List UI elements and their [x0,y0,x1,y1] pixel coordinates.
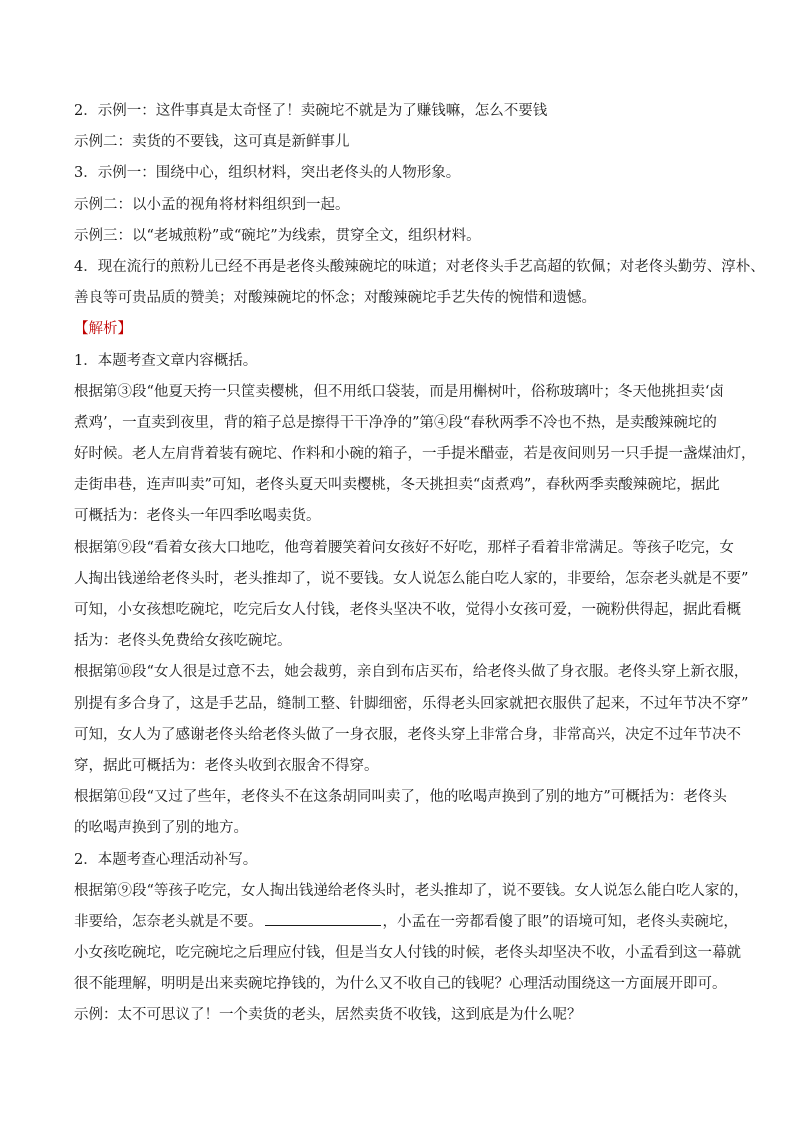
text-line [74,221,734,252]
text-line [74,564,749,595]
text-line [74,408,734,439]
text-line [74,377,734,408]
text-line [74,158,734,189]
text-line [74,501,734,532]
line-text: 好时候。老人左肩背着装有碗坨、作料和小碗的箱子，一手提米醋壶，若是夜间则另一只手提一盏煤油灯， [74,446,756,463]
text-line [74,595,741,626]
item-number: 2． [74,103,98,119]
text-line [74,782,734,813]
line-text: 根据第⑨段“等孩子吃完，女人掏出钱递给老佟头时，老头推却了，说不要钱。女人说怎么能白吃人家的， [74,882,749,899]
text-line [74,96,734,127]
line-text: 【解析】 [74,321,132,338]
line-text: 可知，女人为了感谢老佟头给老佟头做了一身衣服，老佟头穿上非常合身，非常高兴，决定不过年节决不 [74,726,741,743]
text-line [74,689,749,720]
text-line [74,907,738,938]
text-line [74,876,749,907]
line-text: 本题考查心理活动补写。 [97,851,258,868]
text-line [74,626,734,657]
text-line [74,127,734,158]
text-line [74,346,734,377]
line-text: 示例：太不可思议了！一个卖货的老头，居然卖货不收钱，这到底是为什么呢？ [74,1007,582,1024]
line-text: 走街串巷，连声叫卖”可知，老佟头夏天叫卖樱桃，冬天挑担卖“卤煮鸡”，春秋两季卖酸辣碗坨，据此 [74,477,720,494]
line-text: 的吆喝声换到了别的地方。 [74,820,248,837]
text-line [74,845,734,876]
line-text: 善良等可贵品质的赞美；对酸辣碗坨的怀念；对酸辣碗坨手艺失传的惋惜和遗憾。 [74,290,596,307]
fill-in-blank [265,909,381,926]
section-heading [74,314,734,345]
line-text: 可概括为：老佟头一年四季吆喝卖货。 [74,508,321,525]
text-line [74,969,734,1000]
text-line [74,283,734,314]
line-text: 示例三：以“老城煎粉”或“碗坨”为线索，贯穿全文，组织材料。 [74,227,481,244]
line-text: 本题考查文章内容概括。 [97,352,258,369]
line-text: 根据第③段“他夏天挎一只筐卖樱桃，但不用纸口袋装，而是用槲树叶，俗称玻璃叶；冬天他挑担卖‘卤 [74,383,725,400]
text-line [74,751,734,782]
line-text: 煮鸡’，一直卖到夜里，背的箱子总是擦得干干净净的”第④段“春秋两季不冷也不热，是卖酸辣碗坨的 [74,414,717,431]
line-text: 根据第⑨段“看着女孩大口地吃，他弯着腰笑着问女孩好不好吃，那样子看着非常满足。等孩子吃完，女 [74,539,734,556]
item-number: 2． [74,851,98,868]
line-text: 示例二：卖货的不要钱，这可真是新鲜事儿 [74,134,350,151]
line-text: 小女孩吃碗坨，吃完碗坨之后理应付钱，但是当女人付钱的时候，老佟头却坚决不收，小孟看到这一幕就 [74,945,741,962]
text-line [74,1000,734,1031]
answer-text [74,96,765,1032]
item-number: 3． [74,165,98,182]
text-line [74,657,749,688]
text-line [74,813,734,844]
line-text: 穿，据此可概括为：老佟头收到衣服舍不得穿。 [74,757,379,774]
line-text: 很不能理解，明明是出来卖碗坨挣钱的，为什么又不收自己的钱呢？心理活动围绕这一方面展开即可。 [74,976,727,993]
line-text: 可知，小女孩想吃碗坨，吃完后女人付钱，老佟头坚决不收，觉得小女孩可爱，一碗粉供得起，据此看概 [74,602,741,618]
line-text: 别提有多合身了，这是手艺品，缝制工整、针脚细密，乐得老头回家就把衣服供了起来，不过年节决不穿” [74,695,749,712]
text-line [74,938,741,969]
text-line [74,252,765,283]
line-text: 括为：老佟头免费给女孩吃碗坨。 [74,633,292,650]
text-line [74,190,734,221]
line-text: 根据第⑪段“又过了些年，老佟头不在这条胡同叫卖了，他的吆喝声换到了别的地方”可概括为：老佟头 [74,789,727,806]
text-line [74,470,734,501]
line-text: 非要给，怎奈老头就是不要。 [74,913,263,930]
line-text: 示例二：以小孟的视角将材料组织到一起。 [74,196,350,213]
item-number: 1． [74,352,98,369]
line-text: 人掏出钱递给老佟头时，老头推却了，说不要钱。女人说怎么能白吃人家的，非要给，怎奈老头就是不要” [74,570,749,587]
line-text: 示例一：围绕中心，组织材料，突出老佟头的人物形象。 [97,165,461,182]
text-line [74,533,734,564]
item-number: 4． [74,258,98,275]
line-text: 示例一：这件事真是太奇怪了！卖碗坨不就是为了赚钱嘛，怎么不要钱 [97,103,548,119]
text-line [74,720,741,751]
line-text: 根据第⑩段“女人很是过意不去，她会裁剪，亲自到布店买布，给老佟头做了身衣服。老佟头穿上新衣服， [74,664,749,681]
text-line [74,439,756,470]
line-text: 现在流行的煎粉儿已经不再是老佟头酸辣碗坨的味道；对老佟头手艺高超的钦佩；对老佟头勤劳、淳朴、 [97,258,765,275]
line-text-after-blank: ，小孟在一旁都看傻了眼”的语境可知，老佟头卖碗坨， [382,913,738,930]
